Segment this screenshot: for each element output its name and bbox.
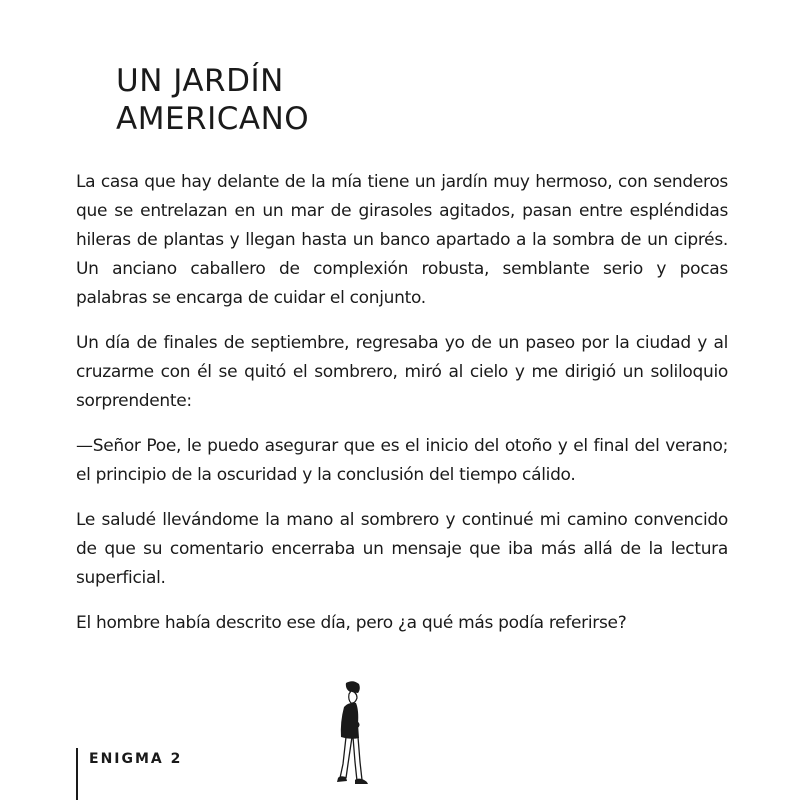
paragraph-5: El hombre había descrito ese día, pero ¿a qué más podía referirse? <box>76 613 627 633</box>
paragraph-2: Un día de finales de septiembre, regresaba yo de un paseo por la ciudad y al cruzarme con él se quitó el sombrero, miró al cielo y me dirigió un soliloquio sorprendente: <box>76 333 728 411</box>
chapter-label: ENIGMA 2 <box>89 751 183 767</box>
paragraph-4: Le saludé llevándome la mano al sombrero y continué mi camino convencido de que su comentario encerraba un mensaje que iba más allá de la lectura superficial. <box>76 510 728 588</box>
title-line-2: AMERICANO <box>116 101 310 137</box>
title-line-1: UN JARDÍN <box>116 63 284 99</box>
paragraph-1: La casa que hay delante de la mía tiene un jardín muy hermoso, con senderos que se entrelazan en un mar de girasoles agitados, pasan entre espléndidas hileras de plantas y llegan hasta un banco apartado a la sombra de un ciprés. Un anciano caballero de complexión robusta, semblante serio y pocas palabras se encarga de cuidar el conjunto. <box>76 172 728 308</box>
page-title <box>116 62 309 138</box>
footer-divider <box>76 748 78 800</box>
walking-man-illustration <box>326 680 376 790</box>
story-body <box>76 168 728 654</box>
paragraph-3: —Señor Poe, le puedo asegurar que es el inicio del otoño y el final del verano; el principio de la oscuridad y la conclusión del tiempo cálido. <box>76 436 728 485</box>
